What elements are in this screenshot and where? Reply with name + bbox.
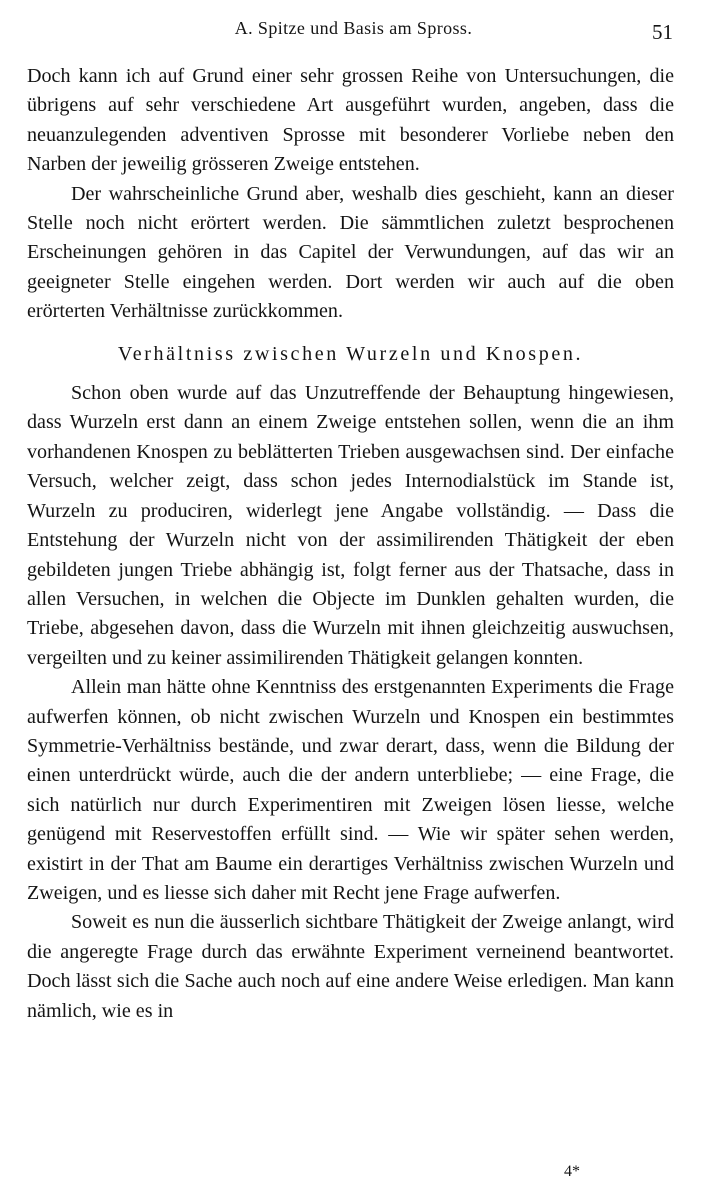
running-title: A. Spitze und Basis am Spross. (234, 18, 473, 38)
running-head (0, 18, 707, 48)
paragraph: Doch kann ich auf Grund einer sehr grossen Reihe von Untersuchungen, die übrigens auf sehr verschiedene Art ausgeführt wurden, angeben, dass die neuanzulegenden adventiven Sprosse mit besonderer Vorliebe neben den Narben der jeweilig grösseren Zweige entstehen. (27, 65, 674, 176)
body-text (27, 62, 674, 1026)
paragraph: Allein man hätte ohne Kenntniss des erstgenannten Experiments die Frage aufwerfen können, ob nicht zwischen Wurzeln und Knospen ein bestimmtes Symmetrie-Verhältniss bestände, und zwar derart, dass, wenn die Bildung der einen unterdrückt würde, auch die der andern unterbliebe; — eine Frage, die sich natürlich nur durch Experimentiren mit Zweigen lösen liesse, welche genügend mit Reservestoffen erfüllt sind. — Wie wir später sehen werden, existirt in der That am Baume ein derartiges Verhältniss zwischen Wurzeln und Zweigen, und es liesse sich daher mit Recht jene Frage aufwerfen. (27, 676, 674, 904)
page-number: 51 (652, 20, 673, 44)
section-heading: Verhältniss zwischen Wurzeln und Knospen. (117, 342, 584, 365)
paragraph: Schon oben wurde auf das Unzutreffende der Behauptung hingewiesen, dass Wurzeln erst dann an einem Zweige entstehen sollen, wenn die an ihm vorhandenen Knospen zu beblätterten Trieben ausgewachsen sind. Der einfache Versuch, welcher zeigt, dass schon jedes Internodialstück im Stande ist, Wurzeln zu produciren, widerlegt jene Angabe vollständig. — Dass die Entstehung der Wurzeln nicht von der assimilirenden Thätigkeit der eben gebildeten jungen Triebe abhängig ist, folgt ferner aus der Thatsache, dass in allen Versuchen, in welchen die Objecte im Dunklen gehalten wurden, die Triebe, abgesehen davon, dass die Wurzeln mit ihnen gleichzeitig auswuchsen, vergeilten und zu keiner assimilirenden Thätigkeit gelangen konnten. (27, 382, 674, 669)
paragraph: Der wahrscheinliche Grund aber, weshalb dies geschieht, kann an dieser Stelle noch nicht erörtert werden. Die sämmtlichen zuletzt besprochenen Erscheinungen gehören in das Capitel der Verwundungen, auf das wir an geeigneter Stelle eingehen werden. Dort werden wir auch auf die oben erörterten Verhältnisse zurückkommen. (27, 182, 674, 323)
paragraph: Soweit es nun die äusserlich sichtbare Thätigkeit der Zweige anlangt, wird die angeregte Frage durch das erwähnte Experiment verneinend beantwortet. Doch lässt sich die Sache auch noch auf eine andere Weise erledigen. Man kann nämlich, wie es in (27, 911, 674, 1022)
signature-mark: 4* (564, 1163, 580, 1180)
